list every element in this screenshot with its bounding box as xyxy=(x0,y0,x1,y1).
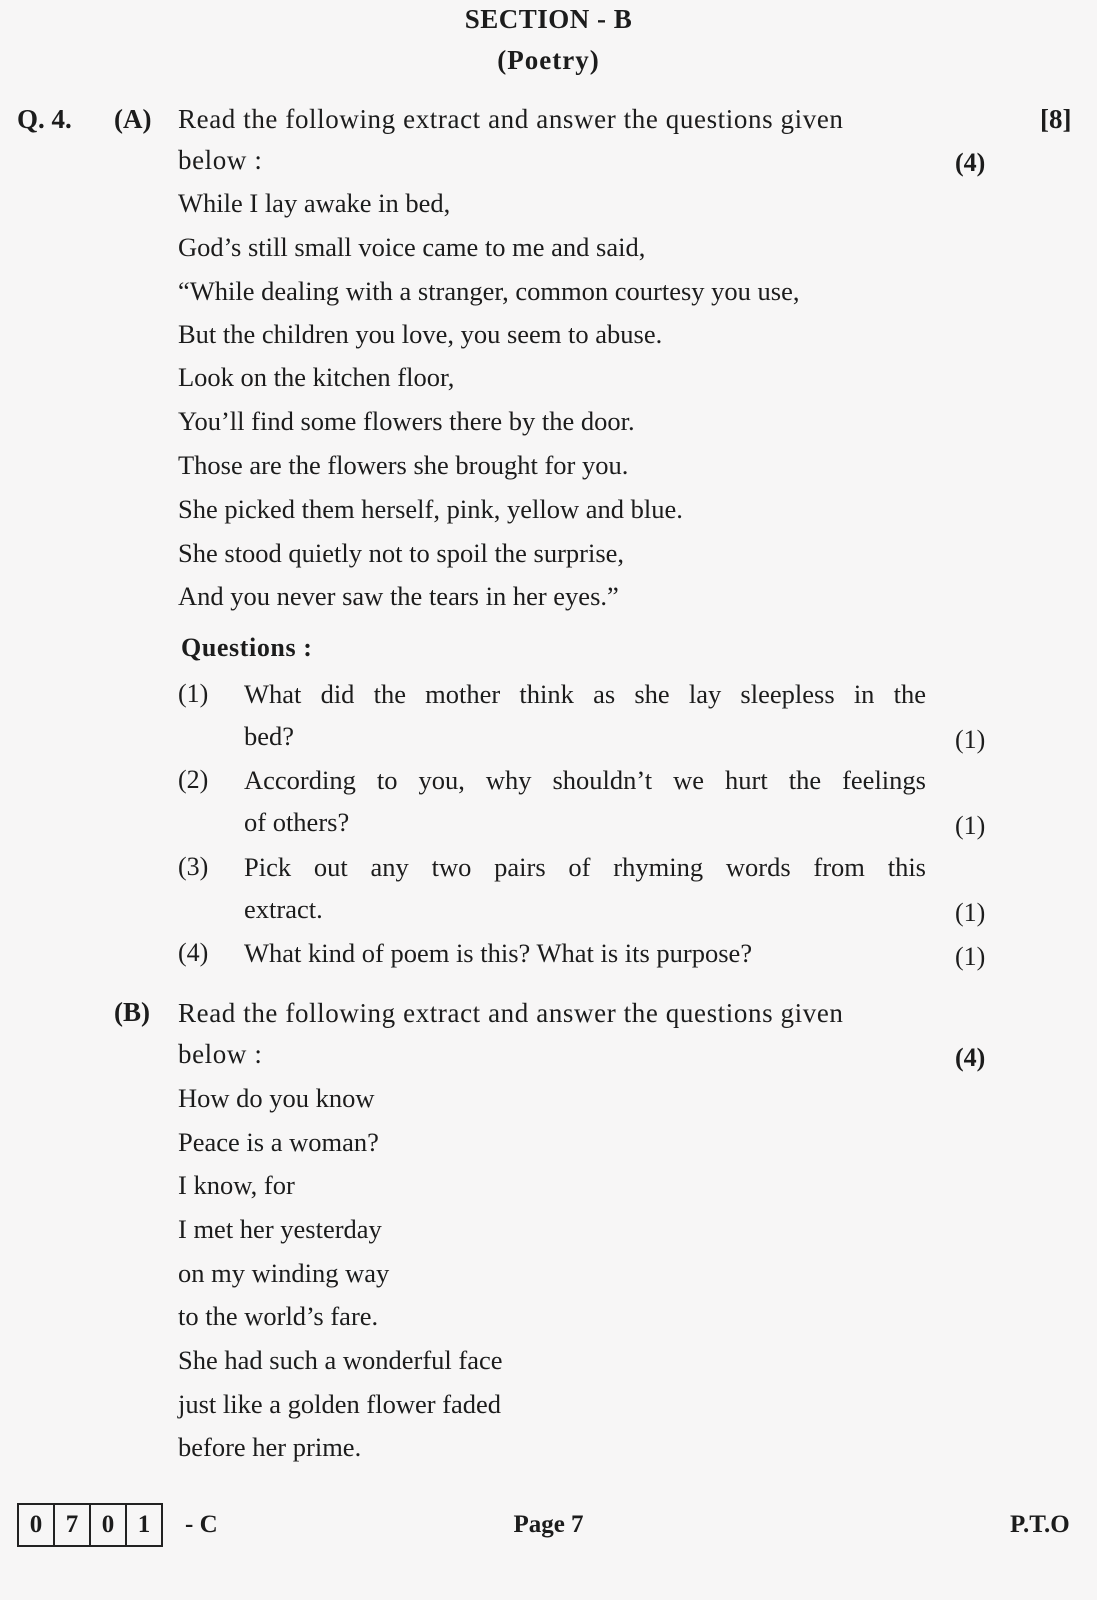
subquestion-number: (2) xyxy=(178,765,209,794)
poem-b-line: She had such a wonderful face xyxy=(178,1345,503,1375)
part-b-instruction-line1: Read the following extract and answer the questions given xyxy=(178,998,844,1028)
subquestion-number: (1) xyxy=(178,679,209,708)
poem-a-line: God’s still small voice came to me and said, xyxy=(178,232,646,262)
paper-code-digit: 7 xyxy=(53,1503,91,1547)
poem-a-line: “While dealing with a stranger, common courtesy you use, xyxy=(178,276,800,306)
paper-code-digit: 1 xyxy=(125,1503,163,1547)
part-a-instruction-line2: below : xyxy=(178,145,263,175)
part-a-marks: (4) xyxy=(955,148,986,177)
part-a-instruction-line1: Read the following extract and answer the questions given xyxy=(178,104,844,134)
subquestion-text: According to you, why shouldn’t we hurt the feelings xyxy=(244,765,926,795)
subquestion-text-cont: of others? xyxy=(244,807,350,837)
poem-a-line: And you never saw the tears in her eyes.” xyxy=(178,581,619,611)
subquestion-text-cont: bed? xyxy=(244,721,295,751)
poem-a-line: She picked them herself, pink, yellow and blue. xyxy=(178,494,683,524)
poem-a-line: Those are the flowers she brought for you. xyxy=(178,450,629,480)
subquestion-number: (3) xyxy=(178,852,209,881)
poem-b-line: How do you know xyxy=(178,1083,375,1113)
subquestion-text: What did the mother think as she lay sleepless in the xyxy=(244,679,926,709)
subquestion-text: Pick out any two pairs of rhyming words from this xyxy=(244,852,926,882)
total-marks: [8] xyxy=(1040,104,1072,134)
poem-b-line: just like a golden flower faded xyxy=(178,1389,502,1419)
pto-label: P.T.O xyxy=(1010,1511,1070,1538)
poem-a-line: But the children you love, you seem to abuse. xyxy=(178,319,663,349)
part-a-label: (A) xyxy=(114,104,152,134)
section-subtitle: (Poetry) xyxy=(497,45,600,75)
page-number: Page 7 xyxy=(513,1511,584,1538)
poem-a-line: She stood quietly not to spoil the surprise, xyxy=(178,538,625,568)
subquestion-marks: (1) xyxy=(955,898,986,927)
subquestion-text-cont: extract. xyxy=(244,894,323,924)
questions-heading: Questions : xyxy=(181,633,313,662)
subquestion-marks: (1) xyxy=(955,725,986,754)
poem-a-line: You’ll find some flowers there by the door. xyxy=(178,406,635,436)
poem-b-line: to the world’s fare. xyxy=(178,1301,379,1331)
section-title: SECTION - B xyxy=(464,4,633,34)
paper-code-digit: 0 xyxy=(89,1503,127,1547)
poem-b-line: Peace is a woman? xyxy=(178,1127,379,1157)
part-b-instruction-line2: below : xyxy=(178,1039,263,1069)
paper-code-suffix: - C xyxy=(185,1511,218,1538)
question-number: Q. 4. xyxy=(17,104,72,134)
poem-b-line: before her prime. xyxy=(178,1432,362,1462)
poem-b-line: on my winding way xyxy=(178,1258,390,1288)
subquestion-marks: (1) xyxy=(955,942,986,971)
subquestion-number: (4) xyxy=(178,938,209,967)
part-b-marks: (4) xyxy=(955,1043,986,1072)
subquestion-text: What kind of poem is this? What is its purpose? xyxy=(244,938,753,968)
paper-code-digit: 0 xyxy=(17,1503,55,1547)
poem-a-line: While I lay awake in bed, xyxy=(178,188,451,218)
part-b-label: (B) xyxy=(114,997,150,1027)
poem-a-line: Look on the kitchen floor, xyxy=(178,362,455,392)
poem-b-line: I know, for xyxy=(178,1170,295,1200)
subquestion-marks: (1) xyxy=(955,811,986,840)
poem-b-line: I met her yesterday xyxy=(178,1214,382,1244)
